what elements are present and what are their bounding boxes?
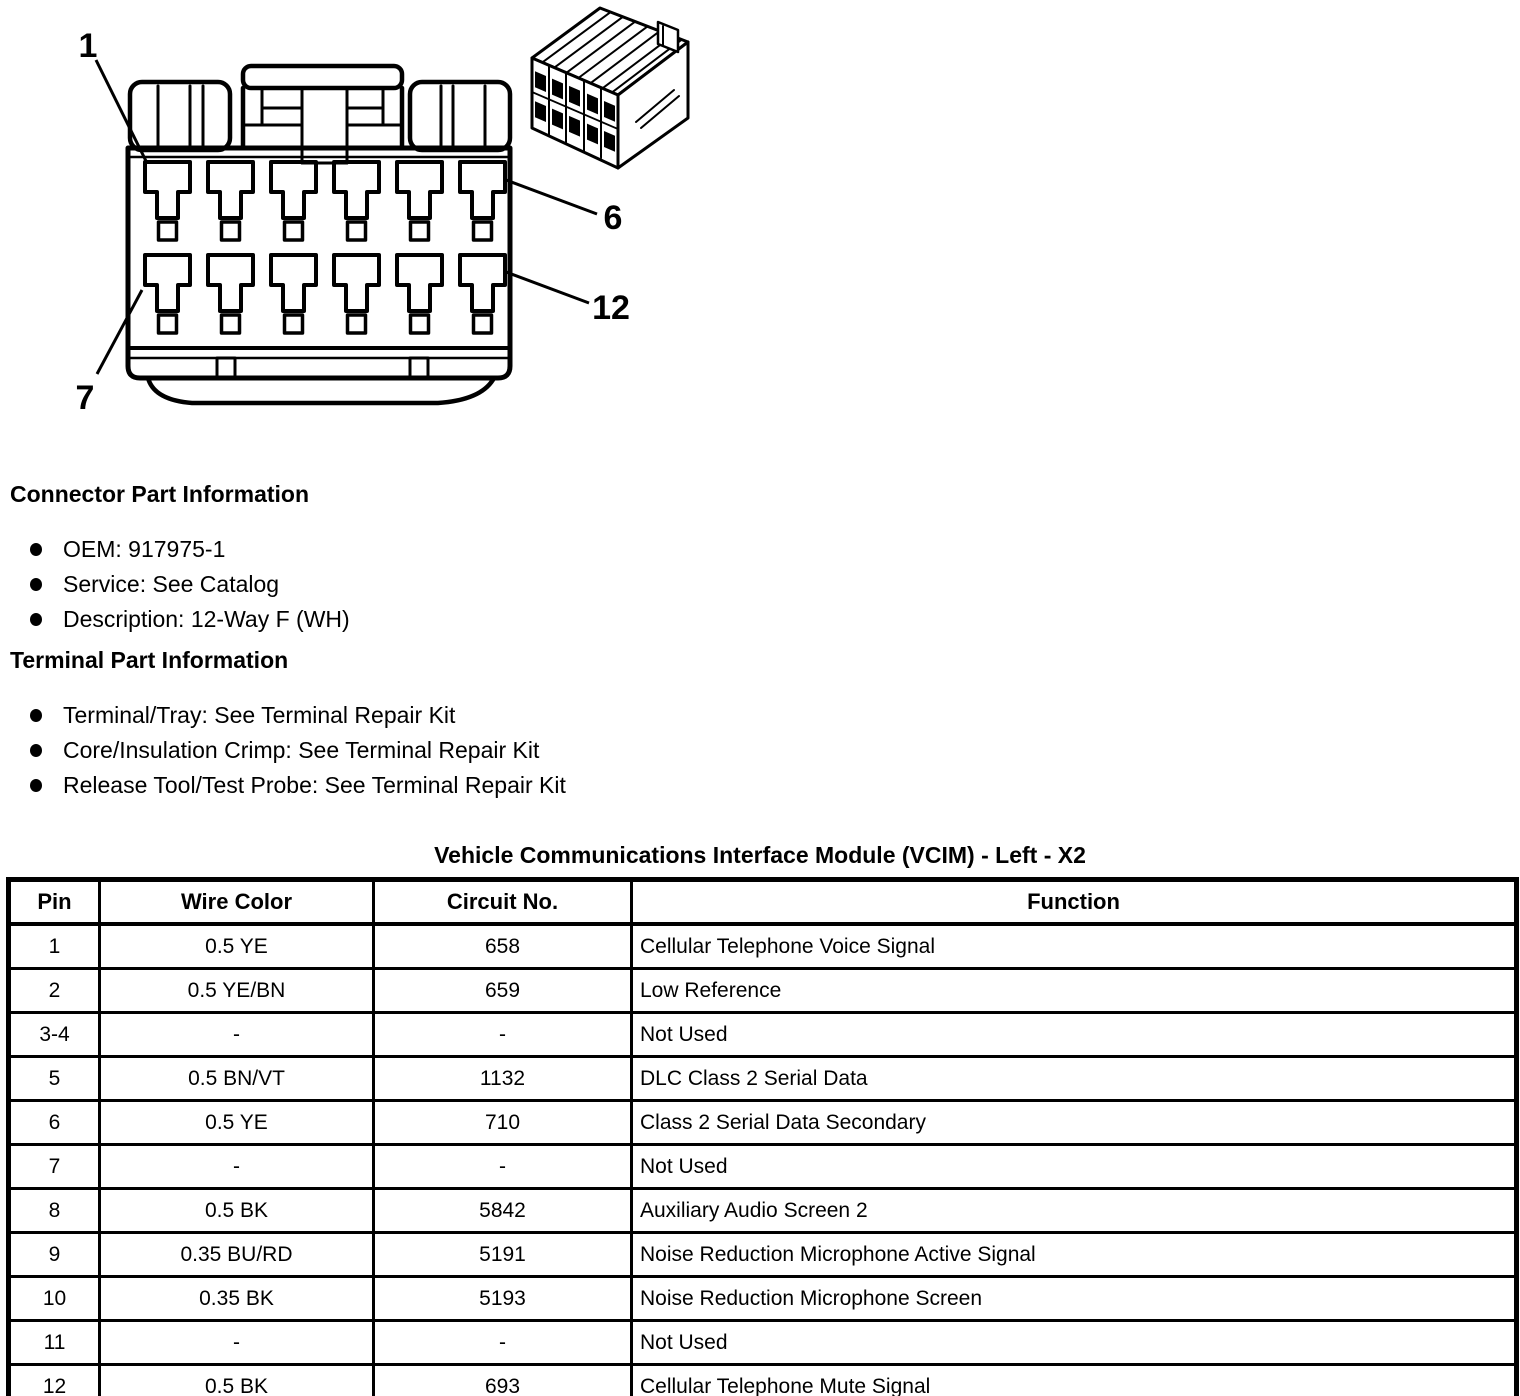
callout-pin7-label: 7 bbox=[75, 379, 95, 417]
cell-function: Cellular Telephone Voice Signal bbox=[632, 924, 1517, 969]
cell-pin: 5 bbox=[9, 1057, 100, 1101]
cell-circuit-no: - bbox=[374, 1321, 632, 1365]
cell-wire-color: 0.35 BK bbox=[100, 1277, 374, 1321]
connector-service-item: Service: See Catalog bbox=[63, 572, 1520, 597]
cell-circuit-no: 710 bbox=[374, 1101, 632, 1145]
connector-pinout-diagram bbox=[0, 0, 760, 445]
cell-function: Class 2 Serial Data Secondary bbox=[632, 1101, 1517, 1145]
cell-circuit-no: 1132 bbox=[374, 1057, 632, 1101]
cell-function: Not Used bbox=[632, 1013, 1517, 1057]
connector-oem-item: OEM: 917975-1 bbox=[63, 537, 1520, 562]
cell-function: DLC Class 2 Serial Data bbox=[632, 1057, 1517, 1101]
cell-pin: 3-4 bbox=[9, 1013, 100, 1057]
table-row-pin-9 bbox=[9, 1233, 1517, 1277]
cell-wire-color: 0.5 YE bbox=[100, 924, 374, 969]
connector-isometric-view bbox=[532, 8, 688, 168]
cell-function: Low Reference bbox=[632, 969, 1517, 1013]
cell-pin: 1 bbox=[9, 924, 100, 969]
cell-wire-color: - bbox=[100, 1145, 374, 1189]
cell-pin: 6 bbox=[9, 1101, 100, 1145]
table-row-pin-10 bbox=[9, 1277, 1517, 1321]
table-row-pin-3-4 bbox=[9, 1013, 1517, 1057]
connector-description-item: Description: 12-Way F (WH) bbox=[63, 607, 1520, 632]
release-tool-test-probe-item: Release Tool/Test Probe: See Terminal Repair Kit bbox=[63, 773, 1520, 798]
column-header-circuit-no: Circuit No. bbox=[374, 880, 632, 925]
cell-circuit-no: - bbox=[374, 1145, 632, 1189]
callout-pin6-label: 6 bbox=[603, 199, 623, 237]
cell-circuit-no: 693 bbox=[374, 1365, 632, 1396]
cell-wire-color: - bbox=[100, 1321, 374, 1365]
cell-wire-color: 0.5 YE bbox=[100, 1101, 374, 1145]
cell-function: Not Used bbox=[632, 1321, 1517, 1365]
cell-pin: 8 bbox=[9, 1189, 100, 1233]
table-row-pin-1 bbox=[9, 924, 1517, 969]
cell-circuit-no: 658 bbox=[374, 924, 632, 969]
cell-pin: 2 bbox=[9, 969, 100, 1013]
cell-circuit-no: 5842 bbox=[374, 1189, 632, 1233]
table-row-pin-11 bbox=[9, 1321, 1517, 1365]
table-row-pin-8 bbox=[9, 1189, 1517, 1233]
connector-part-info-list bbox=[0, 537, 1520, 632]
cell-function: Not Used bbox=[632, 1145, 1517, 1189]
cell-circuit-no: 5191 bbox=[374, 1233, 632, 1277]
cell-circuit-no: - bbox=[374, 1013, 632, 1057]
cell-function: Noise Reduction Microphone Active Signal bbox=[632, 1233, 1517, 1277]
table-row-pin-7 bbox=[9, 1145, 1517, 1189]
column-header-pin: Pin bbox=[9, 880, 100, 925]
terminal-part-info-heading: Terminal Part Information bbox=[10, 647, 289, 673]
cell-wire-color: 0.35 BU/RD bbox=[100, 1233, 374, 1277]
cell-pin: 9 bbox=[9, 1233, 100, 1277]
cell-circuit-no: 5193 bbox=[374, 1277, 632, 1321]
column-header-wire-color: Wire Color bbox=[100, 880, 374, 925]
table-row-pin-5 bbox=[9, 1057, 1517, 1101]
connector-part-info-heading: Connector Part Information bbox=[10, 481, 310, 507]
cell-pin: 10 bbox=[9, 1277, 100, 1321]
table-row-pin-6 bbox=[9, 1101, 1517, 1145]
cell-pin: 7 bbox=[9, 1145, 100, 1189]
cell-wire-color: 0.5 BN/VT bbox=[100, 1057, 374, 1101]
table-row-pin-12 bbox=[9, 1365, 1517, 1396]
cell-function: Auxiliary Audio Screen 2 bbox=[632, 1189, 1517, 1233]
cell-wire-color: 0.5 YE/BN bbox=[100, 969, 374, 1013]
terminal-part-info-list bbox=[0, 703, 1520, 798]
cell-function: Cellular Telephone Mute Signal bbox=[632, 1365, 1517, 1396]
cell-pin: 12 bbox=[9, 1365, 100, 1396]
pinout-table bbox=[6, 877, 1519, 1396]
table-row-pin-2 bbox=[9, 969, 1517, 1013]
cell-wire-color: - bbox=[100, 1013, 374, 1057]
callout-pin1-label: 1 bbox=[78, 27, 98, 65]
callout-pin12-label: 12 bbox=[592, 289, 630, 327]
table-header-row bbox=[9, 880, 1517, 925]
cell-function: Noise Reduction Microphone Screen bbox=[632, 1277, 1517, 1321]
core-insulation-crimp-item: Core/Insulation Crimp: See Terminal Repair Kit bbox=[63, 738, 1520, 763]
cell-pin: 11 bbox=[9, 1321, 100, 1365]
connector-face-view bbox=[128, 66, 510, 403]
terminal-tray-item: Terminal/Tray: See Terminal Repair Kit bbox=[63, 703, 1520, 728]
cell-wire-color: 0.5 BK bbox=[100, 1365, 374, 1396]
cell-wire-color: 0.5 BK bbox=[100, 1189, 374, 1233]
column-header-function: Function bbox=[632, 880, 1517, 925]
pinout-table-title: Vehicle Communications Interface Module (VCIM) - Left - X2 bbox=[434, 842, 1086, 868]
cell-circuit-no: 659 bbox=[374, 969, 632, 1013]
